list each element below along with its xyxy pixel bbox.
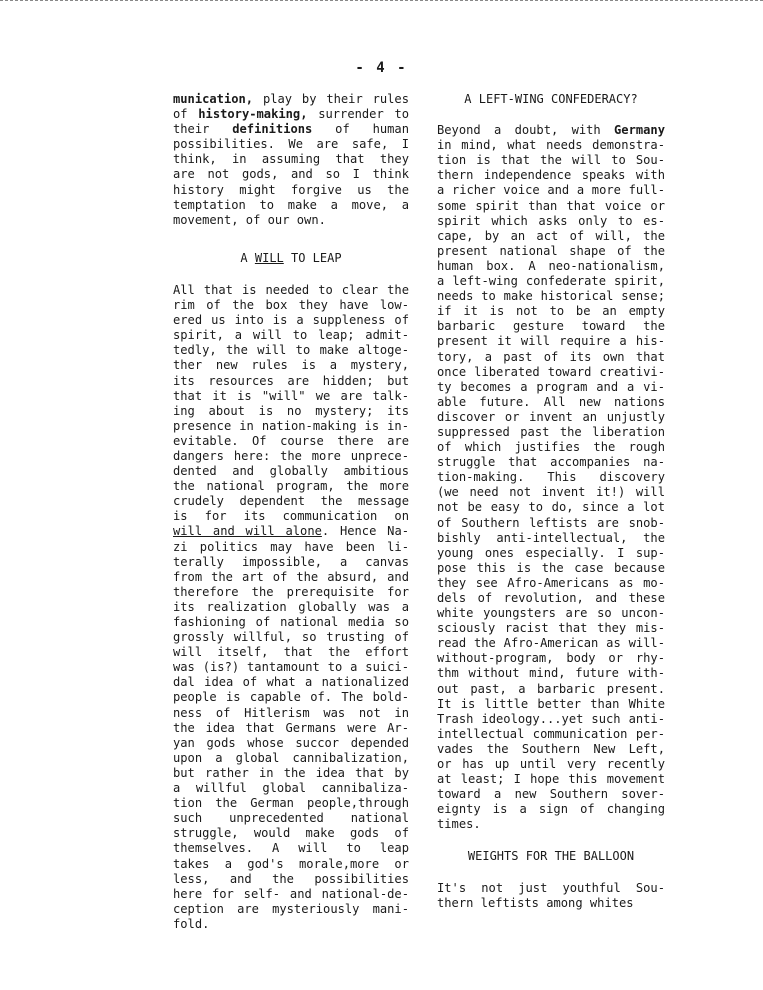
text-line: the national program, the more (173, 479, 409, 494)
text-line: without-program, body or rhy- (437, 651, 665, 666)
text-line: its realization globally was a (173, 599, 409, 614)
text-line: think, in assuming that they (173, 152, 409, 167)
text-line: if it is not to be an empty (437, 304, 665, 319)
text-line: upon a global cannibalization, (173, 750, 409, 765)
text-line: movement, of our own. (173, 212, 326, 227)
text-line: possibilities. We are safe, I (173, 137, 409, 152)
text-line: cape, by an act of will, the (437, 228, 665, 243)
text-line: takes a god's morale,more or (173, 856, 409, 871)
text-line: once liberated toward creativi- (437, 364, 665, 379)
text-line: It's not just youthful Sou- (437, 880, 665, 895)
text-line: fashioning of national media so (173, 615, 409, 629)
heading-text: A WILL TO LEAP (240, 250, 342, 265)
text-line: ty becomes a program and a vi- (437, 379, 665, 394)
text-line: such unprecedented national (173, 811, 409, 826)
text-line: a richer voice and a more full- (437, 183, 665, 198)
section-heading-will-to-leap (173, 251, 409, 266)
text-line: able future. All new nations (437, 394, 665, 409)
right-paragraph-1 (437, 123, 665, 832)
text-line: terally impossible, a canvas (173, 554, 409, 569)
text-line: munication, play by their rules (173, 92, 409, 106)
text-line: human box. A neo-nationalism, (437, 258, 665, 273)
text-line: ther new rules is a mystery, (173, 358, 409, 373)
heading-text: A LEFT-WING CONFEDERACY? (464, 92, 638, 106)
text-line: the idea that Germans were Ar- (173, 720, 409, 735)
text-line: ception are mysteriously mani- (173, 901, 409, 916)
text-line: was (is?) tantamount to a suici- (173, 660, 409, 675)
text-line: presence in nation-making is in- (173, 418, 409, 433)
text-line: tion-making. This discovery (437, 470, 665, 485)
text-line: that it is "will" we are talk- (173, 388, 409, 403)
text-line: barbaric gesture toward the (437, 319, 665, 334)
text-line: evitable. Of course there are (173, 433, 409, 448)
right-column (437, 92, 665, 911)
right-paragraph-2 (437, 881, 665, 911)
text-line: a willful global cannibaliza- (173, 781, 409, 796)
text-line: therefore the prerequisite for (173, 584, 409, 599)
text-line: a left-wing confederate spirit, (437, 274, 665, 289)
text-line: read the Afro-American as will- (437, 636, 665, 651)
text-line: temptation to make a move, a (173, 197, 409, 212)
text-line: history might forgive us the (173, 182, 409, 197)
text-line: but rather in the idea that by (173, 765, 409, 780)
text-line: will itself, that the effort (173, 645, 409, 660)
text-line: out past, a barbaric present. (437, 681, 665, 696)
section-heading-left-wing-confederacy (437, 92, 665, 107)
text-line: is for its communication on (173, 509, 409, 524)
text-line: eignty is a sign of changing (437, 802, 665, 817)
text-line: times. (437, 817, 481, 832)
text-line: dented and globally ambitious (173, 464, 409, 479)
underlined-text: will and will alone (173, 524, 322, 539)
underlined-text: WILL (254, 250, 284, 265)
text-line: not be easy to do, since a lot (437, 500, 665, 515)
left-paragraph-2 (173, 283, 409, 932)
text-line: tedly, the will to make altoge- (173, 343, 409, 358)
text-line: fold. (173, 916, 210, 931)
text-line: struggle that accompanies na- (437, 455, 665, 470)
text-line: thm without mind, future with- (437, 666, 665, 681)
text-line: toward a new Southern sover- (437, 787, 665, 802)
left-paragraph-1 (173, 92, 409, 228)
text-line: its resources are hidden; but (173, 373, 409, 388)
text-line: dangers here: the more unprece- (173, 448, 409, 463)
text-line: present national shape of the (437, 243, 665, 258)
section-heading-weights-for-balloon (437, 849, 665, 864)
text-line: vades the Southern New Left, (437, 741, 665, 756)
text-line: struggle, would make gods of (173, 826, 409, 841)
text-line: dal idea of what a nationalized (173, 675, 409, 690)
text-line: present it will require a his- (437, 334, 665, 349)
text-line: needs to make historical sense; (437, 289, 665, 304)
text-line: pose this is the case because (437, 560, 665, 575)
text-line: (we need not invent it!) will (437, 485, 665, 500)
text-line: from the art of the absurd, and (173, 569, 409, 584)
text-line: thern independence speaks with (437, 168, 665, 183)
text-line: of history-making, surrender to (173, 107, 410, 122)
bold-text: history-making, (198, 107, 308, 122)
bold-text: definitions (232, 122, 313, 137)
text-line: people is capable of. The bold- (173, 690, 409, 705)
text-line: themselves. A will to leap (173, 841, 409, 856)
text-line: young ones especially. I sup- (437, 545, 665, 560)
heading-text: WEIGHTS FOR THE BALLOON (467, 848, 635, 863)
text-line: of Southern leftists are snob- (437, 515, 665, 530)
bold-text: Germany (614, 123, 665, 138)
text-line: spirit which asks only to es- (437, 213, 665, 228)
text-line: crudely dependent the message (173, 494, 409, 509)
text-line: intellectual communication per- (437, 726, 665, 741)
text-line: here for self- and national-de- (173, 886, 409, 901)
text-line: of which justifies the rough (437, 440, 665, 455)
text-line: in mind, what needs demonstra- (437, 138, 665, 153)
text-line: less, and the possibilities (173, 871, 409, 886)
text-line: their definitions of human (173, 122, 409, 137)
text-line: yan gods whose succor depended (173, 735, 409, 750)
text-line: dels of revolution, and these (437, 591, 665, 605)
text-line: It is little better than White (437, 696, 665, 711)
text-line: rim of the box they have low- (173, 298, 409, 313)
text-line: Trash ideology...yet such anti- (437, 711, 665, 726)
text-line: tory, a past of its own that (437, 349, 665, 364)
text-line: sciously racist that they mis- (437, 621, 665, 636)
text-line: they see Afro-Americans as mo- (437, 575, 665, 590)
page-number: - 4 - (355, 60, 408, 76)
text-line: are not gods, and so I think (173, 167, 409, 182)
text-line: or has up until very recently (437, 757, 665, 772)
text-line: white youngsters are so uncon- (437, 606, 665, 621)
text-line: discover or invent an unjustly (437, 409, 665, 424)
text-line: Beyond a doubt, with Germany (437, 123, 665, 138)
text-line: tion is that the will to Sou- (437, 153, 665, 168)
text-line: zi politics may have been li- (173, 539, 409, 554)
top-border-rule (0, 0, 763, 1)
text-line: ing about is no mystery; its (173, 403, 409, 418)
text-line: grossly willful, so trusting of (173, 630, 409, 645)
text-line: spirit, a will to leap; admit- (173, 328, 409, 343)
text-line: will and will alone. Hence Na- (173, 524, 410, 539)
text-line: tion the German people,through (173, 796, 409, 811)
text-line: bishly anti-intellectual, the (437, 530, 665, 545)
left-column (173, 92, 409, 932)
text-line: some spirit than that voice or (437, 198, 665, 213)
bold-text: munication, (173, 92, 254, 106)
text-line: ered us into is a suppleness of (173, 313, 409, 328)
text-line: at least; I hope this movement (437, 772, 665, 787)
text-line: thern leftists among whites (437, 895, 634, 910)
text-line: All that is needed to clear the (173, 282, 409, 297)
text-line: suppressed past the liberation (437, 424, 665, 439)
text-line: ness of Hitlerism was not in (173, 705, 409, 720)
